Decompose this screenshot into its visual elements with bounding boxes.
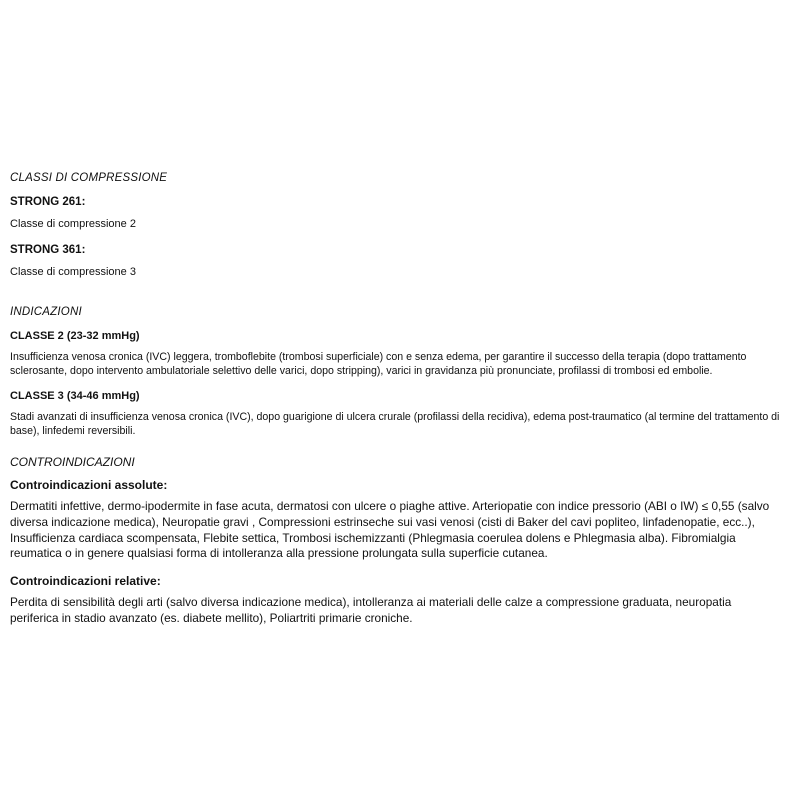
section-heading-contraindications: CONTROINDICAZIONI bbox=[10, 455, 135, 470]
contraindications-absolute-label: Controindicazioni assolute: bbox=[10, 478, 168, 493]
indication-text-class2: Insufficienza venosa cronica (IVC) leggera, tromboflebite (trombosi superficiale) con e senza edema, per garantire il successo della terapia (dopo trattamento sclerosante, dopo intervento ambulatoriale selettivo delle varici, dopo stripping), varici in gravidanza più pronunciate, profilassi di trombosi ed embolie. bbox=[10, 351, 747, 378]
indication-label-class2: CLASSE 2 (23-32 mmHg) bbox=[10, 330, 140, 343]
section-indications bbox=[10, 306, 790, 438]
section-heading-compression-classes: CLASSI DI COMPRESSIONE bbox=[10, 172, 168, 184]
section-compression-classes bbox=[10, 172, 790, 279]
compression-class-label-strong361: STRONG 361: bbox=[10, 244, 86, 257]
compression-class-value-strong261: Classe di compressione 2 bbox=[10, 218, 136, 230]
section-contraindications bbox=[10, 455, 790, 626]
contraindications-absolute-text: Dermatiti infettive, dermo-ipodermite in fase acuta, dermatosi con ulcere o piaghe attive. Arteriopatie con indice pressorio (ABI o IW) ≤ 0,55 (salvo diversa indicazione medica), Neuropatie gravi , Compressioni estrinseche sui vasi venosi (cisti di Baker del cavi popliteo, linfadenopatie, ecc..), Insufficienza cardiaca scompensata, Flebite settica, Trombosi ischemizzanti (Phlegmasia coerulea dolens e Phlegmasia alba). Fibromialgia reumatica o in genere qualsiasi forma di intolleranza alla pressione prolungata sulla superficie cutanea. bbox=[10, 499, 770, 561]
document-body bbox=[10, 172, 790, 638]
indication-text-class3: Stadi avanzati di insufficienza venosa cronica (IVC), dopo guarigione di ulcera crurale (profilassi della recidiva), edema post-traumatico (al termine del trattamento di base), linfedemi reversibili. bbox=[10, 410, 780, 438]
compression-class-label-strong261: STRONG 261: bbox=[10, 196, 86, 208]
contraindications-relative-label: Controindicazioni relative: bbox=[10, 574, 161, 589]
contraindications-relative-text: Perdita di sensibilità degli arti (salvo diversa indicazione medica), intolleranza ai materiali delle calze a compressione graduata, neuropatia periferica in stadio avanzato (es. diabete mellito), Poliartriti primarie croniche. bbox=[10, 595, 732, 625]
indication-label-class3: CLASSE 3 (34-46 mmHg) bbox=[10, 389, 140, 402]
section-heading-indications: INDICAZIONI bbox=[10, 306, 82, 319]
compression-class-value-strong361: Classe di compressione 3 bbox=[10, 266, 136, 279]
spacer bbox=[10, 292, 790, 306]
